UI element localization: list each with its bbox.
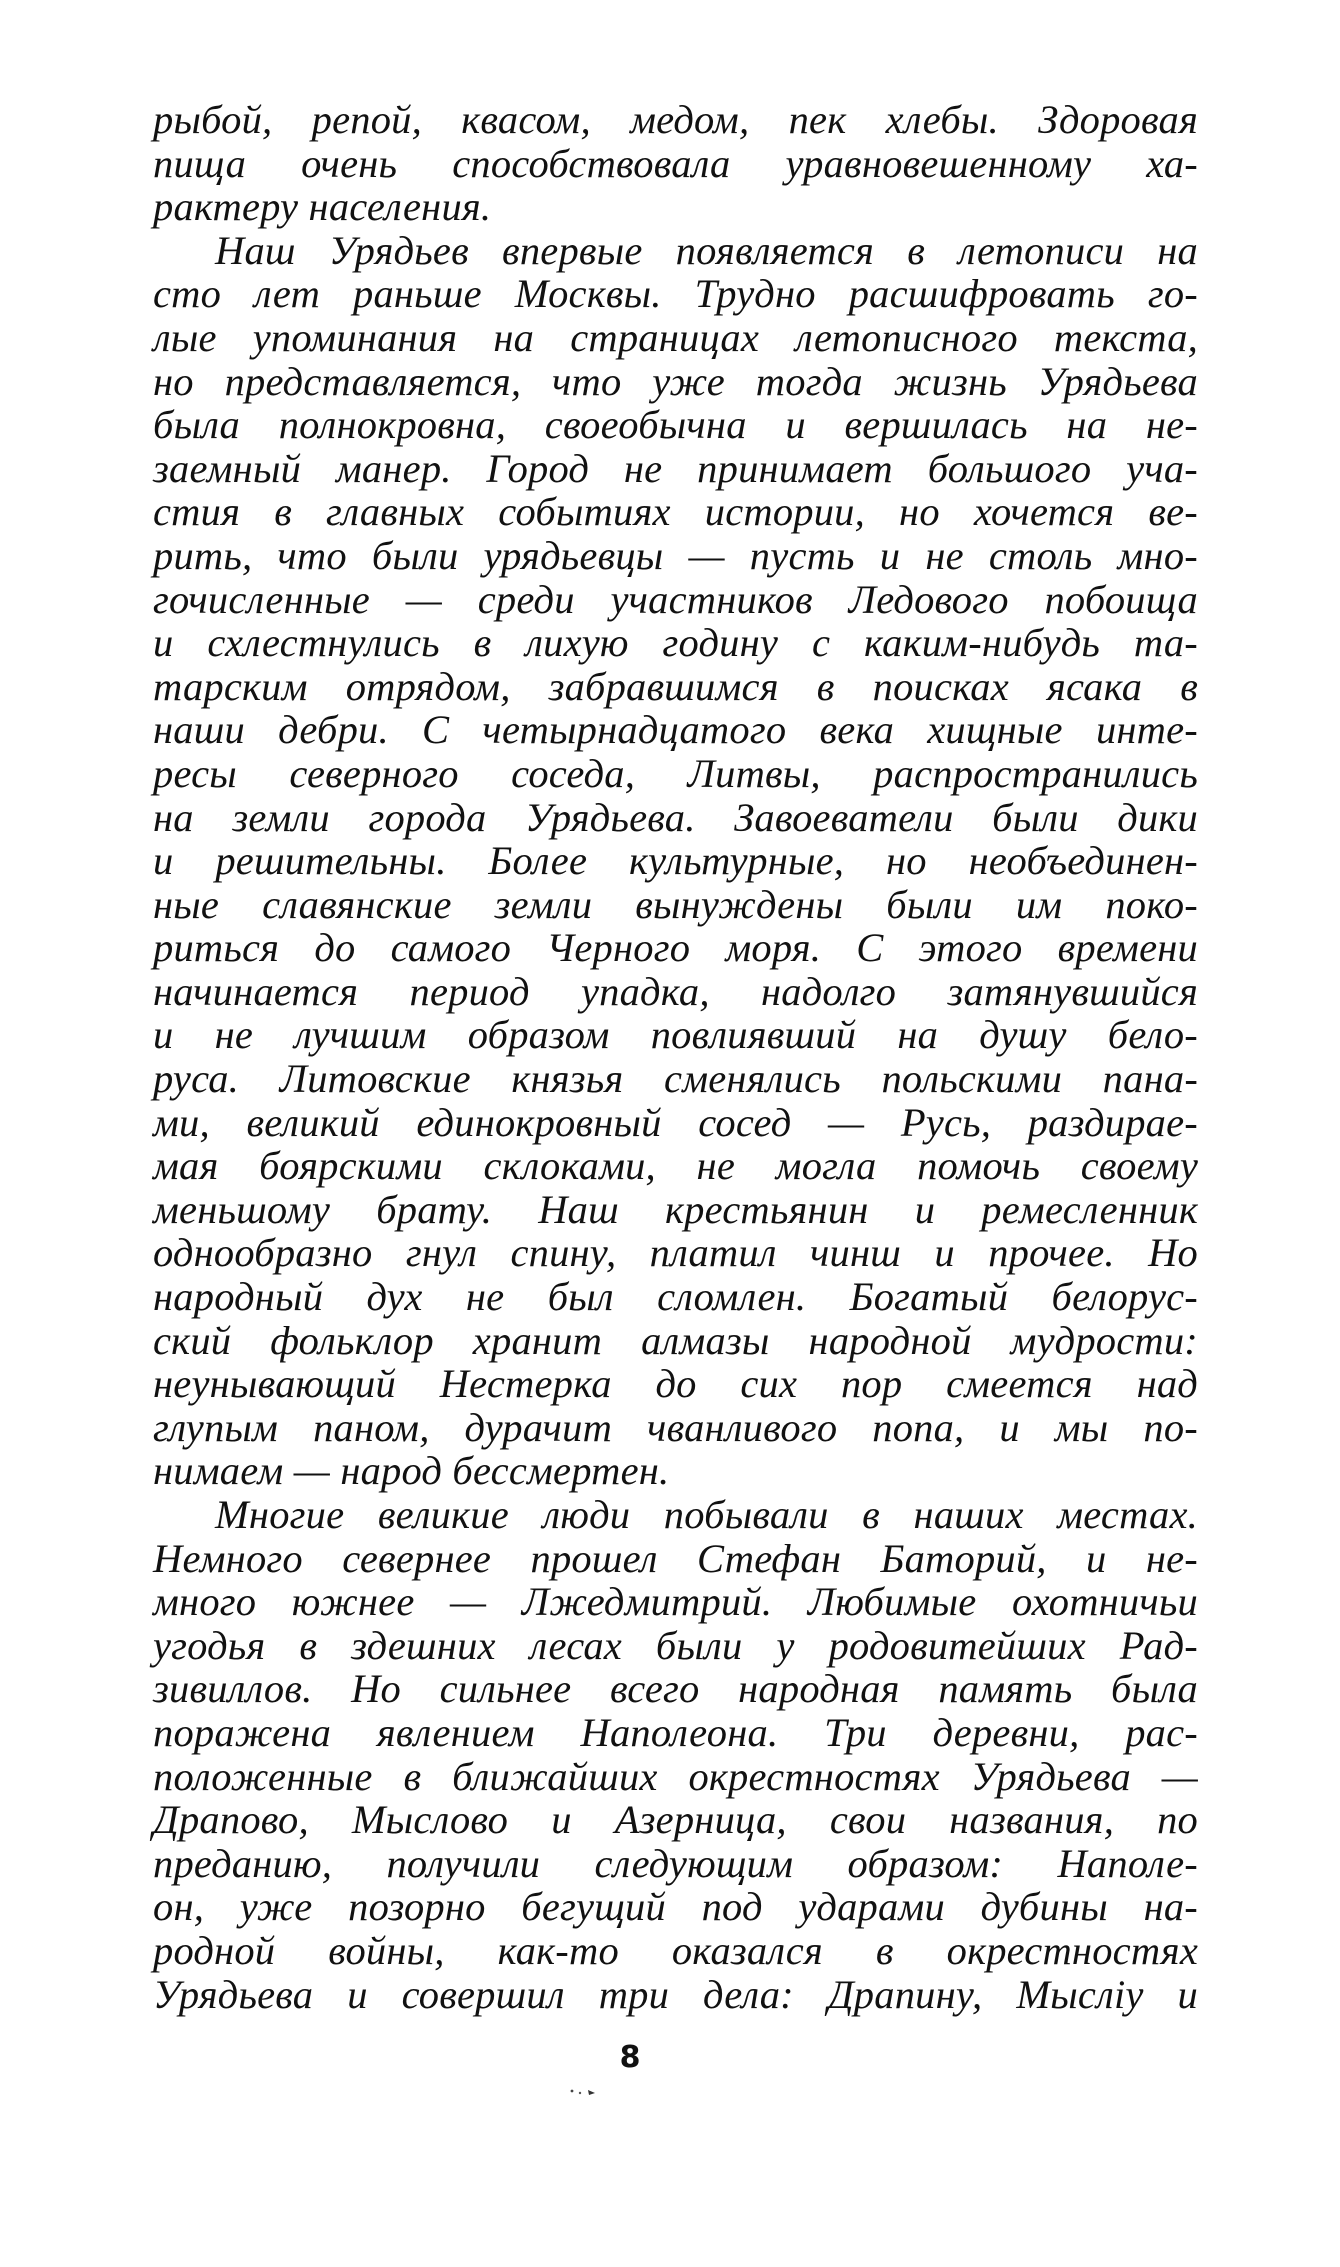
text-line: меньшому брату. Наш крестьянин и ремесленник (153, 1186, 1198, 1232)
text-line: сто лет раньше Москвы. Трудно расшифровать го- (153, 271, 1198, 317)
text-line: начинается период упадка, надолго затянувшийся (153, 968, 1198, 1014)
text-line: заемный манер. Город не принимает большого уча- (153, 445, 1198, 491)
text-line: и схлестнулись в лихую годину с каким-нибудь та- (153, 620, 1198, 666)
text-line: и не лучшим образом повлиявший на душу бело- (153, 1012, 1198, 1058)
text-line: ные славянские земли вынуждены были им поко- (153, 881, 1198, 927)
text-line: неунывающий Нестерка до сих пор смеется над (153, 1361, 1198, 1407)
text-line: ми, великий единокровный сосед — Русь, раздирае- (153, 1099, 1198, 1145)
text-line: но представляется, что уже тогда жизнь Урядьева (153, 358, 1198, 404)
text-line: глупым паном, дурачит чванливого попа, и мы по- (153, 1404, 1198, 1450)
text-line: преданию, получили следующим образом: Наполе- (153, 1840, 1198, 1886)
text-line: тарским отрядом, забравшимся в поисках ясака в (153, 663, 1198, 709)
text-line: родной войны, как-то оказался в окрестностях (153, 1927, 1198, 1973)
text-line: положенные в ближайших окрестностях Урядьева — (153, 1753, 1198, 1799)
text-line: была полнокровна, своеобычна и вершилась на не- (153, 402, 1198, 448)
text-line: нимаем — народ бессмертен. (153, 1448, 670, 1494)
text-line: наши дебри. С четырнадцатого века хищные инте- (153, 707, 1198, 753)
text-line: риться до самого Черного моря. С этого времени (153, 925, 1198, 971)
text-line: Драпово, Мыслово и Азерница, свои названия, по (153, 1797, 1198, 1843)
text-line: он, уже позорно бегущий под ударами дубины на- (153, 1884, 1198, 1930)
text-line: рактеру населения. (153, 184, 492, 230)
text-line: угодья в здешних лесах были у родовитейших Рад- (153, 1622, 1198, 1668)
text-line: на земли города Урядьева. Завоеватели были дики (153, 794, 1198, 840)
text-line: Наш Урядьев впервые появляется в летописи на (215, 227, 1198, 273)
text-line: Многие великие люди побывали в наших местах. (215, 1492, 1198, 1537)
text-line: ресы северного соседа, Литвы, распространились (153, 750, 1198, 796)
text-line: рить, что были урядьевцы — пусть и не столь мно- (153, 532, 1198, 578)
page-number: 8 (619, 2040, 641, 2075)
text-line: стия в главных событиях истории, но хочется ве- (153, 489, 1198, 535)
text-line: поражена явлением Наполеона. Три деревни, рас- (153, 1709, 1198, 1755)
text-line: мая боярскими склоками, не могла помочь своему (153, 1143, 1198, 1189)
text-line: ский фольклор хранит алмазы народной мудрости: (153, 1317, 1198, 1363)
text-line: гочисленные — среди участников Ледового побоища (153, 576, 1198, 622)
print-specks (568, 2085, 608, 2099)
text-line: Немного севернее прошел Стефан Баторий, и не- (153, 1535, 1198, 1581)
text-line: Урядьева и совершил три дела: Драпину, Мысліу и (153, 1971, 1198, 2017)
text-line: и решительны. Более культурные, но необъединен- (153, 838, 1198, 884)
text-line: много южнее — Лжедмитрий. Любимые охотничьи (153, 1579, 1198, 1625)
text-line: рыбой, репой, квасом, медом, пек хлебы. Здоровая (153, 97, 1198, 142)
body-text (153, 98, 1198, 2016)
text-line: однообразно гнул спину, платил чинш и прочее. Но (153, 1230, 1198, 1276)
text-line: народный дух не был сломлен. Богатый белорус- (153, 1274, 1198, 1320)
text-line: лые упоминания на страницах летописного текста, (153, 314, 1198, 360)
text-line: руса. Литовские князья сменялись польскими пана- (153, 1056, 1198, 1102)
text-line: пища очень способствовала уравновешенному ха- (153, 140, 1198, 186)
text-line: зивиллов. Но сильнее всего народная память была (153, 1666, 1198, 1712)
